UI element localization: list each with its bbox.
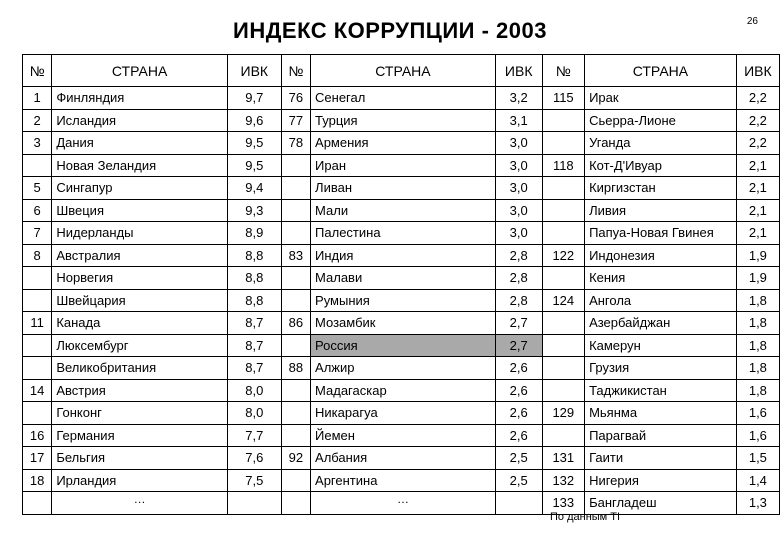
index-cell-3: 2,1 [736,154,779,177]
country-cell-3: Ливия [585,199,737,222]
country-cell-1: Люксембург [52,334,228,357]
rank-cell-1 [23,289,52,312]
index-cell-2: 2,5 [495,469,542,492]
header-country-1: СТРАНА [52,55,228,87]
country-cell-1: Австрия [52,379,228,402]
country-cell-1: Швейцария [52,289,228,312]
country-cell-3: Киргизстан [585,177,737,200]
index-cell-3: 1,8 [736,289,779,312]
country-cell-1: Бельгия [52,447,228,470]
ellipsis-cell-1: … [52,492,228,515]
index-cell-3: 1,8 [736,312,779,335]
rank-cell-3: 132 [542,469,585,492]
index-cell-1: 7,7 [227,424,281,447]
index-cell-3: 1,3 [736,492,779,515]
index-cell-2: 3,0 [495,154,542,177]
country-cell-2: Никарагуа [311,402,496,425]
rank-cell-2 [281,469,310,492]
header-country-3: СТРАНА [585,55,737,87]
index-cell-1: 7,6 [227,447,281,470]
table-row [23,154,780,177]
header-number-2: № [281,55,310,87]
index-cell-1: 8,7 [227,334,281,357]
rank-cell-3: 129 [542,402,585,425]
rank-cell-2: 83 [281,244,310,267]
rank-cell-1: 16 [23,424,52,447]
rank-cell-3: 118 [542,154,585,177]
index-cell-3: 2,1 [736,222,779,245]
rank-cell-2: 88 [281,357,310,380]
table-row [23,312,780,335]
country-cell-1: Сингапур [52,177,228,200]
table-row [23,87,780,110]
rank-cell-1: 6 [23,199,52,222]
rank-cell-1 [23,267,52,290]
country-cell-1: Германия [52,424,228,447]
table-row [23,222,780,245]
country-cell-1: Великобритания [52,357,228,380]
country-cell-3: Кот-Д'Ивуар [585,154,737,177]
country-cell-1: Ирландия [52,469,228,492]
rank-cell-3 [542,199,585,222]
index-cell-2: 2,6 [495,402,542,425]
rank-cell-1 [23,334,52,357]
index-cell-2 [495,492,542,515]
country-cell-3: Азербайджан [585,312,737,335]
index-cell-1: 8,7 [227,357,281,380]
table-row [23,177,780,200]
country-cell-2: Йемен [311,424,496,447]
country-cell-1: Новая Зеландия [52,154,228,177]
country-cell-1: Австралия [52,244,228,267]
rank-cell-3 [542,222,585,245]
table-row [23,109,780,132]
rank-cell-1: 5 [23,177,52,200]
index-cell-2: 2,8 [495,289,542,312]
rank-cell-1: 7 [23,222,52,245]
table-row [23,402,780,425]
rank-cell-1: 2 [23,109,52,132]
index-cell-3: 2,2 [736,87,779,110]
rank-cell-3 [542,312,585,335]
rank-cell-3 [542,267,585,290]
rank-cell-2 [281,267,310,290]
index-cell-1 [227,492,281,515]
rank-cell-1: 3 [23,132,52,155]
rank-cell-3: 133 [542,492,585,515]
table-row [23,447,780,470]
country-cell-2: Албания [311,447,496,470]
index-cell-2: 2,7 [495,334,542,357]
index-cell-2: 3,2 [495,87,542,110]
country-cell-3: Нигерия [585,469,737,492]
country-cell-2: Румыния [311,289,496,312]
index-cell-1: 8,8 [227,244,281,267]
country-cell-3: Гаити [585,447,737,470]
country-cell-2: Мозамбик [311,312,496,335]
country-cell-1: Дания [52,132,228,155]
country-cell-3: Ирак [585,87,737,110]
rank-cell-2: 92 [281,447,310,470]
index-cell-1: 9,7 [227,87,281,110]
index-cell-3: 2,1 [736,199,779,222]
index-cell-3: 1,9 [736,244,779,267]
index-cell-3: 1,6 [736,424,779,447]
country-cell-2: Аргентина [311,469,496,492]
rank-cell-2: 86 [281,312,310,335]
rank-cell-3 [542,109,585,132]
country-cell-3: Грузия [585,357,737,380]
index-cell-1: 9,4 [227,177,281,200]
index-cell-3: 1,5 [736,447,779,470]
rank-cell-2 [281,334,310,357]
country-cell-3: Папуа-Новая Гвинея [585,222,737,245]
table-header-row [23,55,780,87]
index-cell-3: 1,8 [736,357,779,380]
index-cell-1: 9,5 [227,132,281,155]
country-cell-1: Швеция [52,199,228,222]
country-cell-3: Камерун [585,334,737,357]
rank-cell-2 [281,289,310,312]
country-cell-2: Алжир [311,357,496,380]
header-country-2: СТРАНА [311,55,496,87]
index-cell-3: 1,9 [736,267,779,290]
index-cell-3: 2,2 [736,132,779,155]
index-cell-1: 7,5 [227,469,281,492]
rank-cell-2 [281,154,310,177]
country-cell-2: Палестина [311,222,496,245]
index-cell-3: 1,8 [736,379,779,402]
index-cell-3: 1,6 [736,402,779,425]
index-cell-3: 2,1 [736,177,779,200]
index-cell-3: 1,4 [736,469,779,492]
rank-cell-3 [542,132,585,155]
rank-cell-1: 14 [23,379,52,402]
rank-cell-3 [542,177,585,200]
index-cell-2: 2,8 [495,267,542,290]
rank-cell-3: 122 [542,244,585,267]
rank-cell-1 [23,402,52,425]
index-cell-1: 8,9 [227,222,281,245]
rank-cell-2 [281,424,310,447]
corruption-index-table [22,54,780,515]
country-cell-3: Сьерра-Лионе [585,109,737,132]
rank-cell-1 [23,357,52,380]
country-cell-3: Уганда [585,132,737,155]
header-number-1: № [23,55,52,87]
page-number: 26 [746,16,758,27]
rank-cell-1 [23,154,52,177]
index-cell-2: 3,0 [495,222,542,245]
country-cell-2: Армения [311,132,496,155]
rank-cell-2: 78 [281,132,310,155]
rank-cell-3 [542,379,585,402]
index-cell-2: 2,6 [495,424,542,447]
rank-cell-2: 76 [281,87,310,110]
index-cell-1: 9,6 [227,109,281,132]
country-cell-1: Норвегия [52,267,228,290]
country-cell-2: Иран [311,154,496,177]
table-row [23,357,780,380]
index-cell-1: 8,0 [227,402,281,425]
country-cell-3: Кения [585,267,737,290]
rank-cell-3: 131 [542,447,585,470]
country-cell-2: Малави [311,267,496,290]
rank-cell-3 [542,424,585,447]
table-row [23,379,780,402]
index-cell-2: 3,0 [495,199,542,222]
table-row [23,469,780,492]
index-cell-1: 8,8 [227,267,281,290]
index-cell-1: 8,7 [227,312,281,335]
index-cell-2: 2,8 [495,244,542,267]
rank-cell-3 [542,334,585,357]
index-cell-2: 3,0 [495,132,542,155]
ellipsis-cell-2: … [311,492,496,515]
header-index-3: ИВК [736,55,779,87]
rank-cell-2 [281,379,310,402]
index-cell-2: 2,6 [495,379,542,402]
table-row [23,289,780,312]
source-note: По данным TI [550,511,621,523]
country-cell-2: Мали [311,199,496,222]
rank-cell-1 [23,492,52,515]
table-row [23,267,780,290]
index-cell-2: 2,7 [495,312,542,335]
header-index-1: ИВК [227,55,281,87]
rank-cell-2 [281,199,310,222]
table-row [23,199,780,222]
index-cell-3: 2,2 [736,109,779,132]
header-number-3: № [542,55,585,87]
table-row [23,492,780,515]
table-row [23,334,780,357]
rank-cell-2 [281,492,310,515]
country-cell-2: Ливан [311,177,496,200]
rank-cell-3 [542,357,585,380]
rank-cell-3: 124 [542,289,585,312]
rank-cell-2: 77 [281,109,310,132]
country-cell-3: Таджикистан [585,379,737,402]
index-cell-2: 2,6 [495,357,542,380]
rank-cell-1: 11 [23,312,52,335]
rank-cell-3: 115 [542,87,585,110]
country-cell-1: Канада [52,312,228,335]
country-cell-3: Ангола [585,289,737,312]
rank-cell-1: 1 [23,87,52,110]
index-cell-1: 9,5 [227,154,281,177]
country-cell-1: Исландия [52,109,228,132]
country-cell-2: Россия [311,334,496,357]
country-cell-1: Гонконг [52,402,228,425]
index-cell-1: 8,8 [227,289,281,312]
rank-cell-2 [281,222,310,245]
index-cell-1: 9,3 [227,199,281,222]
rank-cell-1: 8 [23,244,52,267]
table-row [23,244,780,267]
page-title: ИНДЕКС КОРРУПЦИИ - 2003 [233,18,547,43]
country-cell-3: Мьянма [585,402,737,425]
country-cell-3: Парагвай [585,424,737,447]
table-row [23,424,780,447]
table-row [23,132,780,155]
index-cell-1: 8,0 [227,379,281,402]
rank-cell-1: 18 [23,469,52,492]
rank-cell-2 [281,402,310,425]
country-cell-2: Сенегал [311,87,496,110]
rank-cell-1: 17 [23,447,52,470]
country-cell-2: Турция [311,109,496,132]
index-cell-2: 3,1 [495,109,542,132]
index-cell-2: 2,5 [495,447,542,470]
country-cell-3: Индонезия [585,244,737,267]
country-cell-1: Финляндия [52,87,228,110]
country-cell-1: Нидерланды [52,222,228,245]
country-cell-2: Мадагаскар [311,379,496,402]
header-index-2: ИВК [495,55,542,87]
rank-cell-2 [281,177,310,200]
index-cell-3: 1,8 [736,334,779,357]
country-cell-3: Бангладеш [585,492,737,515]
index-cell-2: 3,0 [495,177,542,200]
country-cell-2: Индия [311,244,496,267]
